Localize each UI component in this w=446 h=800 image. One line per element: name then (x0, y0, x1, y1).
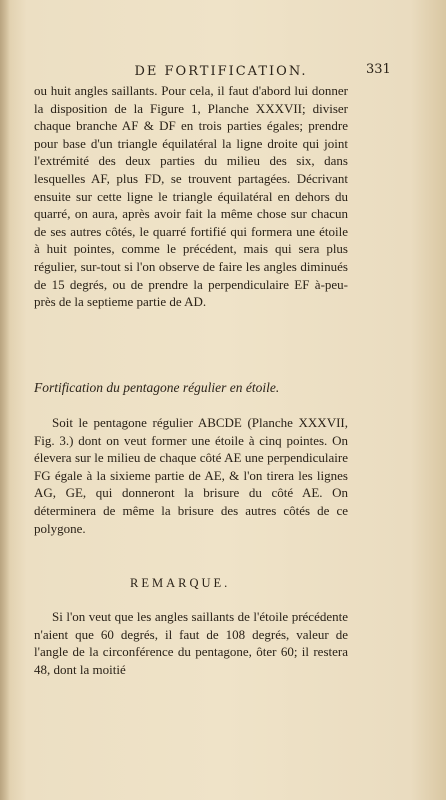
section-heading: Fortification du pentagone régulier en étoile. (34, 380, 280, 395)
paragraph-1: ou huit angles saillants. Pour cela, il faut d'abord lui donner la disposition de la Figure 1, Planche XXXVII; diviser chaque branche AF & DF en trois parties égales; prendre pour base d'un triangle équilatéral la ligne droite qui joint l'extrémité des deux parties du milieu des six, dans lesquelles AF, plus FD, se trouvent partagées. Décrivant ensuite sur cette ligne le triangle équilatéral en dehors du quarré, on aura, après avoir fait la même chose sur chacun de ses autres côtés, le quarré fortifié qui formera une étoile à huit pointes, comme le précédent, mais qui sera plus régulier, sur-tout si l'on observe de faire les angles diminués de 15 degrés, ou de prendre la perpendiculaire EF à-peu-près de la septieme partie de AD. (34, 83, 348, 310)
page-number: 331 (366, 62, 391, 77)
page-gutter-shadow (0, 0, 10, 800)
paragraph-3: Si l'on veut que les angles saillants de l'étoile précédente n'aient que 60 degrés, il faut de 108 degrés, valeur de l'angle de la circonférence du pentagone, ôter 60; il restera 48, dont la moitié (34, 609, 348, 677)
paragraph-2: Soit le pentagone régulier ABCDE (Planche XXXVII, Fig. 3.) dont on veut former une étoile à cinq pointes. On élevera sur le milieu de chaque côté AE une perpendiculaire FG égale à la sixieme partie de AE, & l'on tirera les lignes AG, GE, qui donneront la brisure du côté AE. On déterminera de même la brisure des autres côtés de ce polygone. (34, 415, 348, 536)
remarque-heading: REMARQUE. (130, 576, 231, 590)
running-head: DE FORTIFICATION. (134, 64, 308, 79)
